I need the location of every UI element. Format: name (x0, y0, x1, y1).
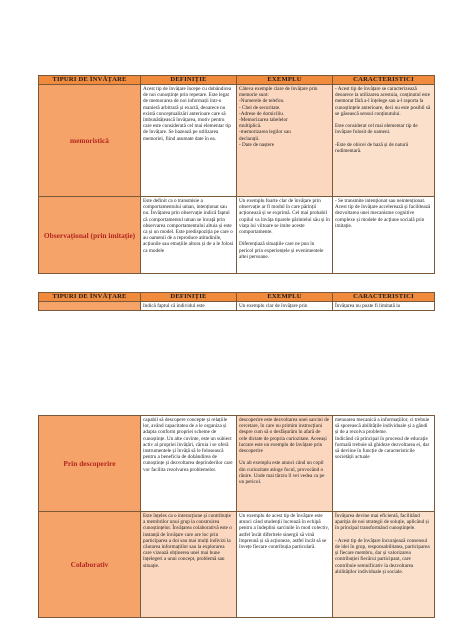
row-label: Observațional (prin imitație) (39, 197, 141, 274)
table-row (39, 85, 435, 197)
header-definitie: DEFINIȚIE (141, 293, 237, 302)
header-tipuri: TIPURI DE ÎNVĂȚARE (39, 293, 141, 302)
header-tipuri: TIPURI DE ÎNVĂȚARE (39, 76, 141, 85)
cell-caracteristici: Învățarea devine mai eficientă, facilitând apariția de noi strategii de soluție, aplicând și în principal transformând cunoștințele. - Acest tip de învățare încurajează consensul de idei în grup, responsabilitatea, participarea și fiecare membru, dar și valorizarea contribuției fiecărui participant, care contribuie semnificativ la dezvoltarea abilităților individuale și sociale. (333, 512, 435, 618)
cell-exemplu: Un exemplu foarte clar de învățare prin observație ar fi modul în care părinții acționează și se exprimă. Cel mai probabil copilul va învăța tiparele părintelui său și în viața lui viitoare se imite aceste comportamente. Diferențiază situațiile care ne pun în pericol prin experiențele și evenimentele altei persoane. (237, 197, 333, 274)
header-definitie: DEFINIȚIE (141, 76, 237, 85)
cell-definitie: Este definit ca o transmisie a comportamentului uman, intenționat sau nu. Învățarea prin observație indică faptul că comportamentul uman se învață prin observarea comportamentului altuia și este ca și un model. Este predispoziția pe care o au oamenii de a reproduce atitudinile, acțiunile sau emoțiile altora și de a le folosi ca modele (141, 197, 237, 274)
table-learning-types-1 (38, 75, 435, 274)
cell-caracteristici: menoarea mecanică a informațiilor, ci trebuie să sporească abilitățile individuale și a gândi și de a rezolva probleme. Indicând că principal în procesul de educație formală trebuie să ghideze dezvoltarea ei, dar să deviine în funcție de caracteristicile societății actuale (333, 416, 435, 512)
cell-caracteristici: - Se transmite intenționat sau neintenționat. Acest tip de învățare accelerează și facilitează dezvoltarea unei mecanisme cognitive complexe și modele de acțiune socială prin imitație. (333, 197, 435, 274)
header-exemplu: EXEMPLU (237, 293, 333, 302)
cell-exemplu: Câteva exemple clare de învățare prin memorie sunt: -Numerele de telefon. - Chei de securitate. -Adrese de domiciliu. -Memorizarea tabelelor multiplică. -memorizarea legilor sau declarații. - Date de naștere (237, 85, 333, 197)
row-label: memoristică (39, 85, 141, 197)
cell-definitie: capabil să descopere concepte și relațiile lor, având capacitatea de a le organiza și adapta conform propriei scheme de cunoștințe. Un alte cuvinte, este un subiect activ al propriei învățări, cărnia i se oferă instrumentele și învăță să le folosească pentru a beneficia de dobândirea de cunoștințe și dezvoltarea deprinderilor care vor facilita rezolvarea problemelor. (141, 416, 237, 512)
header-caracteristici: CARACTERISTICI (333, 76, 435, 85)
cell-definitie: Acest tip de învățare începe cu dobândirea de noi cunoștințe prin repetare. Este legat de memorarea de noi informații într-o manieră arbitrară și exactă, deoarece nu există conceptualizări anterioare care să îmbunătățească învățarea, motiv pentru care este considerată cel mai elementar tip de învățare. Se bazează pe utilizarea memoriei, fiind asumate date în ea. (141, 85, 237, 197)
cell-caracteristici: - Acest tip de învățare se caracterizează deoarece la utilizarea acestuia, conținutul este memorat fără a-l înțelege sau a-l raporta la cunoștințele anterioare, deci nu este posibil să se găsească sensul conținutului. Este considerat cel mai elementar tip de învățare folosit de oameni. -Este de obicei de bază și de natură rudimentară. (333, 85, 435, 197)
table-learning-types-2 (38, 292, 435, 311)
table-header-row (39, 293, 435, 302)
header-caracteristici: CARACTERISTICI (333, 293, 435, 302)
row-label: Prin descoperire (39, 416, 141, 512)
table-row (39, 416, 435, 512)
row-label (39, 302, 141, 311)
row-label: Colaborativ (39, 512, 141, 618)
cell-exemplu: descoperire este dezvoltarea unei sarcini de cercetare, în care nu primim instrucțiuni despre cum să o desfășurăm în afară de cele dictate de propria curiozitate. Aceeași lucrare este un exemplu de învățare prin descoperire Un alt exemplu este atunci când un copil din curiozitate atinge focul, provocând o rănire. Unde mai târziu îl vei vedea ca pe un pericol. (237, 416, 333, 512)
table-row (39, 302, 435, 311)
cell-caracteristici: Învățarea nu poate fi limitată la (333, 302, 435, 311)
table-row (39, 512, 435, 618)
cell-definitie: Este înțeles ca o interacțiune și contribuție a membrilor unui grup la construirea cunoștințelor. Învățarea colaborativă este o instanță de învățare care are loc prin participarea a doi sau mai mulți indivizi la căutarea informațiilor sau la explorarea care vizează obținerea unei mai bune înțelegeri a unui concept, problemă sau situație. (141, 512, 237, 618)
table-header-row (39, 76, 435, 85)
header-exemplu: EXEMPLU (237, 76, 333, 85)
table-row (39, 197, 435, 274)
cell-definitie: Indică faptul că individul este (141, 302, 237, 311)
table-learning-types-3 (38, 415, 435, 618)
cell-exemplu: Un exemplu de acest tip de învățare este atunci când studenții lucrează în echipă pentru a îndeplini sarcinile în mod colectiv, astfel încât diferitele sinergii să vină împreună și să acționeze, astfel încât să se învețe fiecare contribuția particulară. (237, 512, 333, 618)
cell-exemplu: Un exemplu clar de învățare prin (237, 302, 333, 311)
